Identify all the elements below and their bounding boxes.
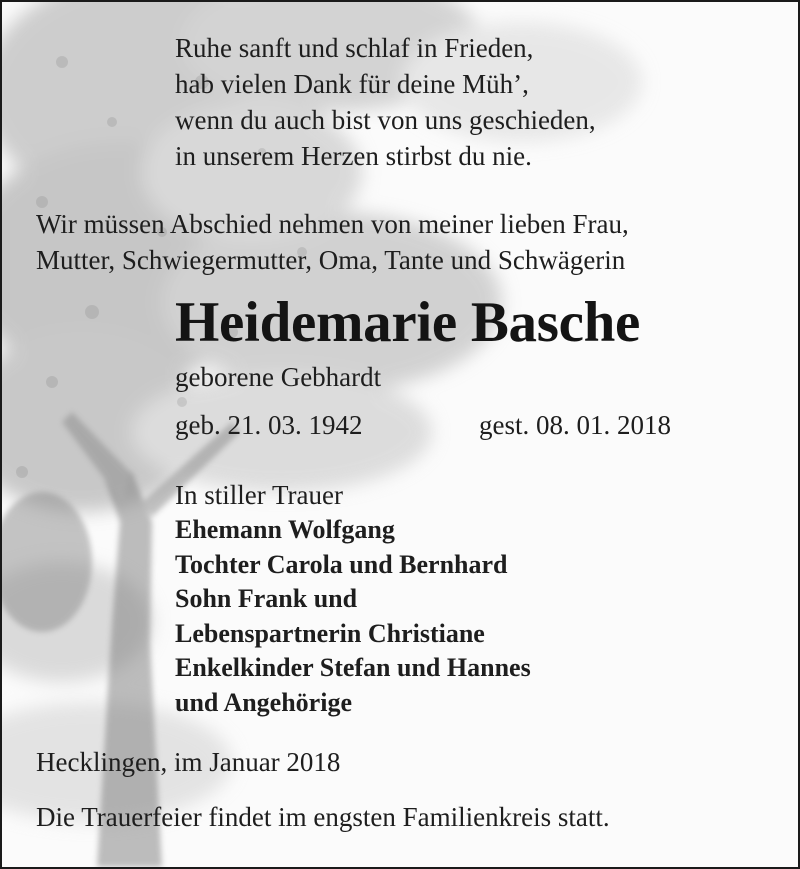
poem-line: wenn du auch bist von uns geschieden, xyxy=(175,105,596,135)
mourner-entry: Enkelkinder Stefan und Hannes xyxy=(175,653,531,682)
farewell-intro xyxy=(36,206,629,278)
mourner-entry: Lebenspartnerin Christiane xyxy=(175,618,485,648)
funeral-service-note: Die Trauerfeier findet im engsten Familienkreis statt. xyxy=(36,802,610,832)
maiden-name: geborene Gebhardt xyxy=(175,362,382,392)
poem-line: hab vielen Dank für deine Müh’, xyxy=(175,69,529,99)
mourner-entry: und Angehörige xyxy=(175,687,352,717)
death-date: gest. 08. 01. 2018 xyxy=(479,410,671,440)
mourner-entry: Ehemann Wolfgang xyxy=(175,515,395,544)
poem-line: in unserem Herzen stirbst du nie. xyxy=(175,141,532,171)
mourners-heading: In stiller Trauer xyxy=(175,480,343,510)
place-and-date: Hecklingen, im Januar 2018 xyxy=(36,747,341,777)
intro-line: Wir müssen Abschied nehmen von meiner lieben Frau, xyxy=(36,209,629,239)
mourner-entry: Tochter Carola und Bernhard xyxy=(175,549,508,579)
poem-line: Ruhe sanft und schlaf in Frieden, xyxy=(175,33,534,63)
mourner-entry: Sohn Frank und xyxy=(175,584,358,613)
birth-date: geb. 21. 03. 1942 xyxy=(175,410,363,440)
mourners-list xyxy=(175,512,531,719)
intro-line: Mutter, Schwiegermutter, Oma, Tante und Schwägerin xyxy=(36,245,626,275)
poem-verse xyxy=(175,30,596,174)
deceased-name: Heidemarie Basche xyxy=(175,291,641,354)
